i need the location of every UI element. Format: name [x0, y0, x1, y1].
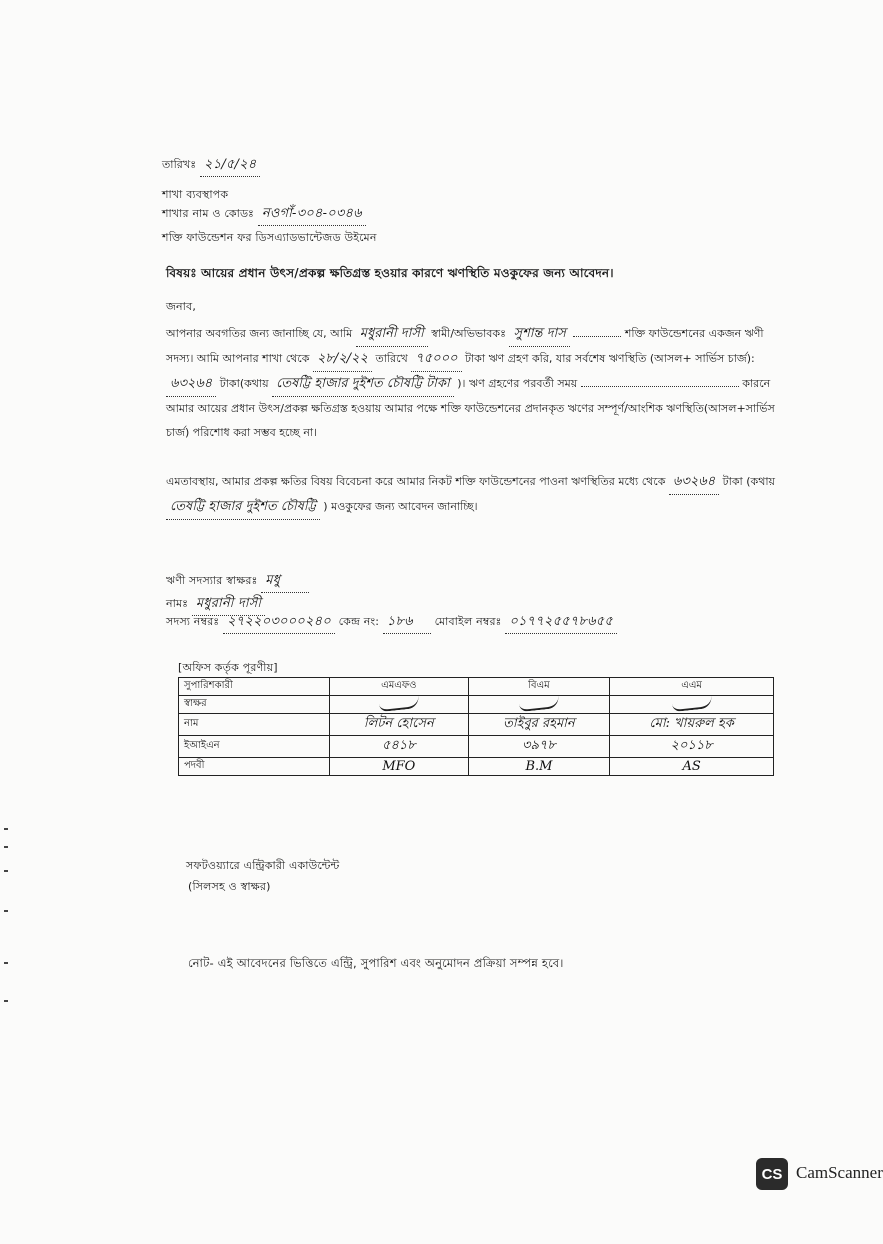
loan-date-field: ২৮/২/২২ [313, 347, 372, 372]
body-paragraph-2 [166, 470, 776, 520]
signature-cell [330, 696, 469, 714]
p1-text-a: আপনার অবগতির জন্য জানাচ্ছি যে, আমি [166, 327, 353, 340]
header-am: এএম [610, 678, 774, 696]
office-heading: [অফিস কর্তৃক পূরণীয়] [178, 661, 278, 674]
table-cell: তাইবুর রহমান [468, 714, 610, 736]
center-label: কেন্দ্র নং: [338, 615, 380, 628]
row-label: পদবী [179, 758, 330, 776]
p1-text-h: কারনে আমার আয়ের প্রধান উৎস/প্রকল্প ক্ষতিগ্রস্ত হওয়ায় আমার পক্ষে শক্তি ফাউন্ডেশনের প্রদানকৃত ঋণের সম্পূর্ণ/আংশিক ঋণস্থিতি(আসল+সার্ভিস চার্জ) পরিশোধ করা সম্ভব হচ্ছে না। [166, 377, 775, 439]
table-cell: লিটন হোসেন [330, 714, 469, 736]
accountant-line1: সফটওয়্যারে এন্ট্রিকারী একাউন্টেন্ট [186, 859, 340, 872]
member-signature-line [166, 571, 309, 593]
camscanner-watermark: CamScanner [796, 1163, 883, 1182]
waive-amount-field: ৬৩২৬৪ [669, 470, 719, 495]
p1-text-g: )। ঋণ গ্রহণের পরবর্তী সময় [457, 377, 578, 390]
balance-words-field: তেষট্টি হাজার দুইশত চৌষট্টি টাকা [272, 372, 454, 397]
member-name-value: মধুরানী দাসী [192, 594, 265, 616]
note-line: নোট- এই আবেদনের ভিত্তিতে এন্ট্রি, সুপারিশ এবং অনুমোদন প্রক্রিয়া সম্পন্ন হবে। [188, 956, 564, 970]
accountant-line2: (সিলসহ ও স্বাক্ষর) [188, 880, 271, 893]
table-cell: AS [610, 758, 774, 776]
camscanner-logo-icon: CS [756, 1158, 788, 1190]
row-label: স্বাক্ষর [179, 696, 330, 714]
table-row [179, 696, 774, 714]
scan-edge-mark [4, 962, 8, 964]
signature-scribble [671, 694, 712, 712]
office-table-header [179, 678, 774, 696]
scan-edge-mark [4, 828, 8, 830]
row-label: নাম [179, 714, 330, 736]
table-cell: ৫৪১৮ [330, 736, 469, 758]
signature-label: ঋণী সদস্যার স্বাক্ষরঃ [166, 574, 258, 587]
date-value: ২১/৫/২৪ [200, 155, 260, 177]
header-bm: বিএম [468, 678, 610, 696]
p1-text-e: টাকা ঋণ গ্রহণ করি, যার সর্বশেষ ঋণস্থিতি (আসল+ সার্ভিস চার্জ): [465, 352, 755, 365]
signature-cell [610, 696, 774, 714]
office-table [178, 677, 774, 776]
scan-edge-mark [4, 846, 8, 848]
subject-line: বিষয়ঃ আয়ের প্রধান উৎস/প্রকল্প ক্ষতিগ্রস্ত হওয়ার কারণে ঋণস্থিতি মওকুফের জন্য আবেদন। [166, 266, 614, 280]
body-paragraph-1 [166, 322, 776, 445]
signature-scribble [378, 694, 419, 712]
row-label: ইআইএন [179, 736, 330, 758]
waive-words-field: তেষট্টি হাজার দুইশত চৌষট্টি [166, 495, 320, 520]
header-recommender: সুপারিশকারী [179, 678, 330, 696]
branch-value: নওগাঁ-৩০৪-০৩৪৬ [258, 204, 366, 226]
guardian-name-field: সুশান্ত দাস [509, 322, 569, 347]
member-signature: মধু [261, 571, 309, 593]
header-mfo: এমএফও [330, 678, 469, 696]
table-row [179, 736, 774, 758]
table-cell: MFO [330, 758, 469, 776]
table-row [179, 758, 774, 776]
signature-scribble [518, 694, 559, 712]
loan-amount-field: ৭৫০০০ [411, 347, 461, 372]
p1-text-c: শক্তি ফাউন্ডেশনের একজন ঋণী সদস্য। আমি আপনার শাখা থেকে [166, 327, 764, 365]
member-no-label: সদস্য নম্বরঃ [166, 615, 220, 628]
p1-text-b: স্বামী/অভিভাবকঃ [431, 327, 506, 340]
p2-text-c: ) মওকুফের জন্য আবেদন জানাচ্ছি। [323, 500, 478, 513]
mobile-label: মোবাইল নম্বরঃ [434, 615, 502, 628]
mobile-value: ০১৭৭২৫৫৭৮৬৫৫ [505, 612, 617, 634]
scan-edge-mark [4, 1000, 8, 1002]
p1-text-d: তারিখে [375, 352, 408, 365]
table-cell: ২০১১৮ [610, 736, 774, 758]
table-row [179, 714, 774, 736]
p1-text-f: টাকা(কথায় [219, 377, 269, 390]
p2-text-a: এমতাবস্থায়, আমার প্রকল্প ক্ষতির বিষয় বিবেচনা করে আমার নিকট শক্তি ফাউন্ডেশনের পাওনা ঋণস্থিতির মধ্যে থেকে [166, 475, 666, 488]
addressee-line1: শাখা ব্যবস্থাপক [162, 188, 229, 201]
scan-edge-mark [4, 870, 8, 872]
addressee-line3: শক্তি ফাউন্ডেশন ফর ডিসএ্যাডভান্টেজড উইমেন [162, 231, 377, 244]
date-line [162, 155, 260, 177]
blank-field [573, 336, 621, 337]
member-name-field: মধুরানী দাসী [356, 322, 428, 347]
balance-field: ৬৩২৬৪ [166, 372, 216, 397]
p2-text-b: টাকা (কথায় [722, 475, 776, 488]
branch-label: শাখার নাম ও কোডঃ [162, 207, 255, 220]
reason-blank-field [581, 386, 739, 387]
branch-line [162, 204, 366, 226]
signature-cell [468, 696, 610, 714]
date-label: তারিখঃ [162, 158, 197, 171]
salutation: জনাব, [166, 300, 197, 313]
member-no-value: ২৭২২০৩০০০২৪০ [223, 612, 335, 634]
scan-edge-mark [4, 910, 8, 912]
table-cell: B.M [468, 758, 610, 776]
table-cell: মো: খায়রুল হক [610, 714, 774, 736]
table-cell: ৩৯৭৮ [468, 736, 610, 758]
member-numbers-line [166, 612, 617, 634]
name-label: নামঃ [166, 597, 189, 610]
center-value: ১৮৬ [383, 612, 431, 634]
